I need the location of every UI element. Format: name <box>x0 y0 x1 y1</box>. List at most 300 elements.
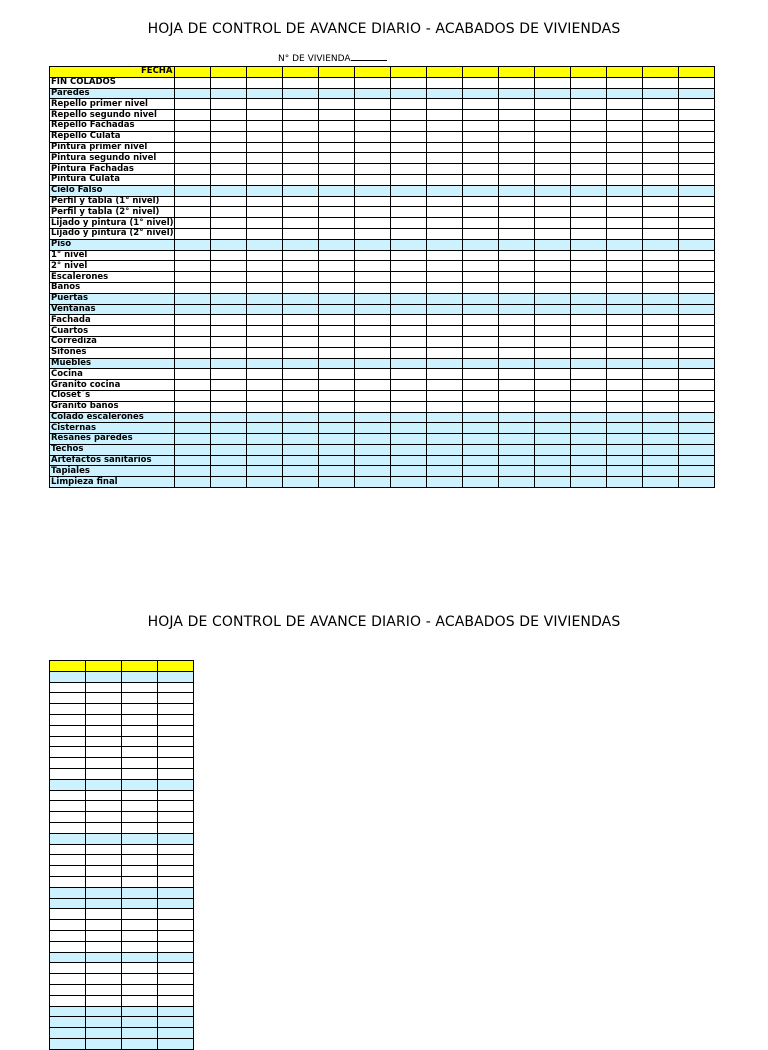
progress-cell[interactable] <box>246 207 282 218</box>
progress-cell[interactable] <box>390 142 426 153</box>
progress-cell[interactable] <box>678 326 714 337</box>
progress-cell[interactable] <box>642 401 678 412</box>
progress-cell[interactable] <box>246 401 282 412</box>
progress-cell[interactable] <box>570 282 606 293</box>
progress-cell[interactable] <box>498 77 534 88</box>
progress-cell[interactable] <box>318 293 354 304</box>
progress-cell[interactable] <box>246 196 282 207</box>
progress-cell[interactable] <box>498 466 534 477</box>
progress-cell[interactable] <box>354 401 390 412</box>
progress-cell[interactable] <box>462 110 498 121</box>
progress-cell[interactable] <box>678 228 714 239</box>
progress-cell[interactable] <box>534 282 570 293</box>
progress-cell[interactable] <box>246 272 282 283</box>
progress-cell[interactable] <box>158 844 194 855</box>
progress-cell[interactable] <box>390 282 426 293</box>
progress-cell[interactable] <box>498 412 534 423</box>
progress-cell[interactable] <box>534 412 570 423</box>
progress-cell[interactable] <box>158 790 194 801</box>
progress-cell[interactable] <box>354 423 390 434</box>
date-cell[interactable] <box>122 661 158 672</box>
progress-cell[interactable] <box>282 282 318 293</box>
progress-cell[interactable] <box>50 671 86 682</box>
progress-cell[interactable] <box>534 477 570 488</box>
progress-cell[interactable] <box>318 239 354 250</box>
progress-cell[interactable] <box>246 369 282 380</box>
progress-cell[interactable] <box>318 99 354 110</box>
progress-cell[interactable] <box>354 142 390 153</box>
progress-cell[interactable] <box>122 941 158 952</box>
progress-cell[interactable] <box>534 196 570 207</box>
progress-cell[interactable] <box>678 444 714 455</box>
progress-cell[interactable] <box>354 196 390 207</box>
progress-cell[interactable] <box>606 239 642 250</box>
progress-cell[interactable] <box>318 282 354 293</box>
progress-cell[interactable] <box>390 455 426 466</box>
progress-cell[interactable] <box>174 142 210 153</box>
progress-cell[interactable] <box>246 315 282 326</box>
progress-cell[interactable] <box>642 99 678 110</box>
progress-cell[interactable] <box>210 196 246 207</box>
progress-cell[interactable] <box>210 380 246 391</box>
progress-cell[interactable] <box>318 250 354 261</box>
progress-cell[interactable] <box>354 347 390 358</box>
progress-cell[interactable] <box>210 272 246 283</box>
progress-cell[interactable] <box>246 131 282 142</box>
progress-cell[interactable] <box>426 380 462 391</box>
progress-cell[interactable] <box>642 477 678 488</box>
progress-cell[interactable] <box>534 315 570 326</box>
progress-cell[interactable] <box>210 423 246 434</box>
progress-cell[interactable] <box>534 88 570 99</box>
progress-cell[interactable] <box>318 88 354 99</box>
progress-cell[interactable] <box>570 293 606 304</box>
progress-cell[interactable] <box>570 358 606 369</box>
progress-cell[interactable] <box>282 261 318 272</box>
progress-cell[interactable] <box>86 790 122 801</box>
progress-cell[interactable] <box>50 758 86 769</box>
progress-cell[interactable] <box>390 120 426 131</box>
progress-cell[interactable] <box>462 380 498 391</box>
progress-cell[interactable] <box>122 822 158 833</box>
progress-cell[interactable] <box>606 185 642 196</box>
progress-cell[interactable] <box>354 120 390 131</box>
progress-cell[interactable] <box>122 855 158 866</box>
progress-cell[interactable] <box>390 250 426 261</box>
progress-cell[interactable] <box>318 444 354 455</box>
progress-cell[interactable] <box>50 876 86 887</box>
progress-cell[interactable] <box>282 250 318 261</box>
progress-cell[interactable] <box>606 401 642 412</box>
progress-cell[interactable] <box>570 185 606 196</box>
progress-cell[interactable] <box>122 898 158 909</box>
progress-cell[interactable] <box>174 88 210 99</box>
progress-cell[interactable] <box>606 110 642 121</box>
progress-cell[interactable] <box>246 261 282 272</box>
progress-cell[interactable] <box>570 110 606 121</box>
progress-cell[interactable] <box>174 174 210 185</box>
progress-cell[interactable] <box>426 304 462 315</box>
progress-cell[interactable] <box>498 120 534 131</box>
progress-cell[interactable] <box>498 326 534 337</box>
progress-cell[interactable] <box>86 812 122 823</box>
progress-cell[interactable] <box>390 358 426 369</box>
progress-cell[interactable] <box>50 920 86 931</box>
progress-cell[interactable] <box>534 261 570 272</box>
progress-cell[interactable] <box>678 477 714 488</box>
progress-cell[interactable] <box>534 455 570 466</box>
progress-cell[interactable] <box>534 380 570 391</box>
progress-cell[interactable] <box>606 455 642 466</box>
progress-cell[interactable] <box>174 293 210 304</box>
progress-cell[interactable] <box>158 747 194 758</box>
progress-cell[interactable] <box>318 380 354 391</box>
progress-cell[interactable] <box>246 434 282 445</box>
progress-cell[interactable] <box>282 423 318 434</box>
progress-cell[interactable] <box>282 120 318 131</box>
progress-cell[interactable] <box>210 369 246 380</box>
progress-cell[interactable] <box>158 876 194 887</box>
progress-cell[interactable] <box>642 120 678 131</box>
progress-cell[interactable] <box>642 174 678 185</box>
progress-cell[interactable] <box>174 315 210 326</box>
progress-cell[interactable] <box>246 142 282 153</box>
progress-cell[interactable] <box>498 88 534 99</box>
progress-cell[interactable] <box>390 207 426 218</box>
progress-cell[interactable] <box>122 736 158 747</box>
progress-cell[interactable] <box>462 131 498 142</box>
progress-cell[interactable] <box>174 423 210 434</box>
progress-cell[interactable] <box>642 326 678 337</box>
progress-cell[interactable] <box>534 174 570 185</box>
progress-cell[interactable] <box>570 142 606 153</box>
progress-cell[interactable] <box>678 164 714 175</box>
progress-cell[interactable] <box>282 401 318 412</box>
progress-cell[interactable] <box>210 444 246 455</box>
date-cell[interactable] <box>390 67 426 78</box>
progress-cell[interactable] <box>462 347 498 358</box>
progress-cell[interactable] <box>210 326 246 337</box>
progress-cell[interactable] <box>174 455 210 466</box>
progress-cell[interactable] <box>318 347 354 358</box>
progress-cell[interactable] <box>50 790 86 801</box>
progress-cell[interactable] <box>678 77 714 88</box>
progress-cell[interactable] <box>426 455 462 466</box>
progress-cell[interactable] <box>174 444 210 455</box>
progress-cell[interactable] <box>282 196 318 207</box>
progress-cell[interactable] <box>570 196 606 207</box>
progress-cell[interactable] <box>158 1006 194 1017</box>
progress-cell[interactable] <box>246 218 282 229</box>
progress-cell[interactable] <box>462 423 498 434</box>
date-cell[interactable] <box>50 661 86 672</box>
progress-cell[interactable] <box>678 196 714 207</box>
progress-cell[interactable] <box>210 455 246 466</box>
progress-cell[interactable] <box>678 110 714 121</box>
progress-cell[interactable] <box>282 110 318 121</box>
progress-cell[interactable] <box>50 930 86 941</box>
progress-cell[interactable] <box>426 99 462 110</box>
progress-cell[interactable] <box>606 272 642 283</box>
progress-cell[interactable] <box>318 336 354 347</box>
progress-cell[interactable] <box>122 682 158 693</box>
progress-cell[interactable] <box>534 434 570 445</box>
progress-cell[interactable] <box>354 239 390 250</box>
progress-cell[interactable] <box>642 282 678 293</box>
progress-cell[interactable] <box>158 758 194 769</box>
progress-cell[interactable] <box>426 174 462 185</box>
progress-cell[interactable] <box>678 250 714 261</box>
progress-cell[interactable] <box>678 153 714 164</box>
progress-cell[interactable] <box>246 228 282 239</box>
progress-cell[interactable] <box>210 207 246 218</box>
progress-cell[interactable] <box>498 131 534 142</box>
progress-cell[interactable] <box>210 250 246 261</box>
progress-cell[interactable] <box>158 920 194 931</box>
progress-cell[interactable] <box>282 466 318 477</box>
progress-cell[interactable] <box>210 131 246 142</box>
progress-cell[interactable] <box>498 401 534 412</box>
progress-cell[interactable] <box>174 131 210 142</box>
progress-cell[interactable] <box>246 120 282 131</box>
progress-cell[interactable] <box>570 455 606 466</box>
progress-cell[interactable] <box>498 477 534 488</box>
progress-cell[interactable] <box>606 434 642 445</box>
progress-cell[interactable] <box>354 466 390 477</box>
progress-cell[interactable] <box>642 293 678 304</box>
progress-cell[interactable] <box>86 714 122 725</box>
progress-cell[interactable] <box>50 812 86 823</box>
progress-cell[interactable] <box>678 131 714 142</box>
progress-cell[interactable] <box>354 315 390 326</box>
date-cell[interactable] <box>678 67 714 78</box>
progress-cell[interactable] <box>86 974 122 985</box>
progress-cell[interactable] <box>174 228 210 239</box>
progress-cell[interactable] <box>86 984 122 995</box>
progress-cell[interactable] <box>498 239 534 250</box>
progress-cell[interactable] <box>354 228 390 239</box>
progress-cell[interactable] <box>570 131 606 142</box>
progress-cell[interactable] <box>50 963 86 974</box>
progress-cell[interactable] <box>390 88 426 99</box>
progress-cell[interactable] <box>390 380 426 391</box>
progress-cell[interactable] <box>174 347 210 358</box>
progress-cell[interactable] <box>122 704 158 715</box>
progress-cell[interactable] <box>210 358 246 369</box>
progress-cell[interactable] <box>642 423 678 434</box>
progress-cell[interactable] <box>462 185 498 196</box>
progress-cell[interactable] <box>606 423 642 434</box>
progress-cell[interactable] <box>426 77 462 88</box>
progress-cell[interactable] <box>86 758 122 769</box>
progress-cell[interactable] <box>86 920 122 931</box>
progress-cell[interactable] <box>606 336 642 347</box>
progress-cell[interactable] <box>390 412 426 423</box>
progress-cell[interactable] <box>606 466 642 477</box>
progress-cell[interactable] <box>50 887 86 898</box>
progress-cell[interactable] <box>390 110 426 121</box>
progress-cell[interactable] <box>122 714 158 725</box>
progress-cell[interactable] <box>210 228 246 239</box>
progress-cell[interactable] <box>678 412 714 423</box>
progress-cell[interactable] <box>158 693 194 704</box>
progress-cell[interactable] <box>570 250 606 261</box>
progress-cell[interactable] <box>122 801 158 812</box>
progress-cell[interactable] <box>354 455 390 466</box>
progress-cell[interactable] <box>678 174 714 185</box>
progress-cell[interactable] <box>534 99 570 110</box>
progress-cell[interactable] <box>354 88 390 99</box>
progress-cell[interactable] <box>426 142 462 153</box>
progress-cell[interactable] <box>570 412 606 423</box>
progress-cell[interactable] <box>318 185 354 196</box>
progress-cell[interactable] <box>122 844 158 855</box>
progress-cell[interactable] <box>174 207 210 218</box>
date-cell[interactable] <box>318 67 354 78</box>
progress-cell[interactable] <box>86 704 122 715</box>
progress-cell[interactable] <box>158 725 194 736</box>
progress-cell[interactable] <box>50 1017 86 1028</box>
progress-cell[interactable] <box>426 358 462 369</box>
progress-cell[interactable] <box>246 174 282 185</box>
progress-cell[interactable] <box>534 369 570 380</box>
progress-cell[interactable] <box>50 725 86 736</box>
progress-cell[interactable] <box>462 153 498 164</box>
progress-cell[interactable] <box>86 801 122 812</box>
progress-cell[interactable] <box>426 228 462 239</box>
progress-cell[interactable] <box>678 282 714 293</box>
progress-cell[interactable] <box>642 336 678 347</box>
progress-cell[interactable] <box>534 77 570 88</box>
progress-cell[interactable] <box>246 326 282 337</box>
progress-cell[interactable] <box>174 282 210 293</box>
progress-cell[interactable] <box>678 401 714 412</box>
progress-cell[interactable] <box>570 174 606 185</box>
progress-cell[interactable] <box>282 174 318 185</box>
progress-cell[interactable] <box>210 174 246 185</box>
progress-cell[interactable] <box>158 779 194 790</box>
progress-cell[interactable] <box>174 304 210 315</box>
progress-cell[interactable] <box>174 466 210 477</box>
progress-cell[interactable] <box>534 207 570 218</box>
progress-cell[interactable] <box>122 974 158 985</box>
progress-cell[interactable] <box>606 315 642 326</box>
progress-cell[interactable] <box>498 153 534 164</box>
progress-cell[interactable] <box>158 704 194 715</box>
progress-cell[interactable] <box>354 444 390 455</box>
progress-cell[interactable] <box>86 1038 122 1049</box>
progress-cell[interactable] <box>174 77 210 88</box>
progress-cell[interactable] <box>570 401 606 412</box>
progress-cell[interactable] <box>606 261 642 272</box>
progress-cell[interactable] <box>498 455 534 466</box>
progress-cell[interactable] <box>158 898 194 909</box>
progress-cell[interactable] <box>158 822 194 833</box>
progress-cell[interactable] <box>426 261 462 272</box>
progress-cell[interactable] <box>498 347 534 358</box>
progress-cell[interactable] <box>86 930 122 941</box>
progress-cell[interactable] <box>570 88 606 99</box>
progress-cell[interactable] <box>86 822 122 833</box>
progress-cell[interactable] <box>318 455 354 466</box>
progress-cell[interactable] <box>642 455 678 466</box>
progress-cell[interactable] <box>390 434 426 445</box>
progress-cell[interactable] <box>174 110 210 121</box>
progress-cell[interactable] <box>390 390 426 401</box>
progress-cell[interactable] <box>50 952 86 963</box>
progress-cell[interactable] <box>158 812 194 823</box>
progress-cell[interactable] <box>462 239 498 250</box>
progress-cell[interactable] <box>122 1006 158 1017</box>
progress-cell[interactable] <box>606 174 642 185</box>
progress-cell[interactable] <box>606 99 642 110</box>
progress-cell[interactable] <box>678 455 714 466</box>
progress-cell[interactable] <box>390 228 426 239</box>
progress-cell[interactable] <box>426 293 462 304</box>
progress-cell[interactable] <box>678 369 714 380</box>
progress-cell[interactable] <box>282 369 318 380</box>
progress-cell[interactable] <box>246 358 282 369</box>
progress-cell[interactable] <box>122 768 158 779</box>
progress-cell[interactable] <box>606 250 642 261</box>
progress-cell[interactable] <box>158 984 194 995</box>
progress-cell[interactable] <box>534 347 570 358</box>
progress-cell[interactable] <box>174 196 210 207</box>
progress-cell[interactable] <box>210 239 246 250</box>
progress-cell[interactable] <box>462 88 498 99</box>
progress-cell[interactable] <box>462 174 498 185</box>
date-cell[interactable] <box>462 67 498 78</box>
progress-cell[interactable] <box>86 855 122 866</box>
progress-cell[interactable] <box>390 99 426 110</box>
progress-cell[interactable] <box>642 88 678 99</box>
progress-cell[interactable] <box>642 358 678 369</box>
progress-cell[interactable] <box>606 326 642 337</box>
progress-cell[interactable] <box>606 282 642 293</box>
progress-cell[interactable] <box>426 390 462 401</box>
progress-cell[interactable] <box>282 88 318 99</box>
progress-cell[interactable] <box>86 833 122 844</box>
progress-cell[interactable] <box>122 887 158 898</box>
progress-cell[interactable] <box>122 952 158 963</box>
progress-cell[interactable] <box>426 272 462 283</box>
progress-cell[interactable] <box>426 423 462 434</box>
progress-cell[interactable] <box>498 304 534 315</box>
progress-cell[interactable] <box>498 218 534 229</box>
progress-cell[interactable] <box>122 1038 158 1049</box>
progress-cell[interactable] <box>354 304 390 315</box>
progress-cell[interactable] <box>678 88 714 99</box>
progress-cell[interactable] <box>158 1017 194 1028</box>
progress-cell[interactable] <box>246 239 282 250</box>
date-cell[interactable] <box>354 67 390 78</box>
progress-cell[interactable] <box>158 855 194 866</box>
progress-cell[interactable] <box>174 185 210 196</box>
progress-cell[interactable] <box>426 369 462 380</box>
progress-cell[interactable] <box>50 768 86 779</box>
progress-cell[interactable] <box>570 380 606 391</box>
progress-cell[interactable] <box>678 358 714 369</box>
progress-cell[interactable] <box>86 693 122 704</box>
progress-cell[interactable] <box>246 336 282 347</box>
progress-cell[interactable] <box>174 153 210 164</box>
progress-cell[interactable] <box>122 833 158 844</box>
progress-cell[interactable] <box>462 477 498 488</box>
progress-cell[interactable] <box>534 131 570 142</box>
date-cell[interactable] <box>642 67 678 78</box>
progress-cell[interactable] <box>158 930 194 941</box>
progress-cell[interactable] <box>50 693 86 704</box>
